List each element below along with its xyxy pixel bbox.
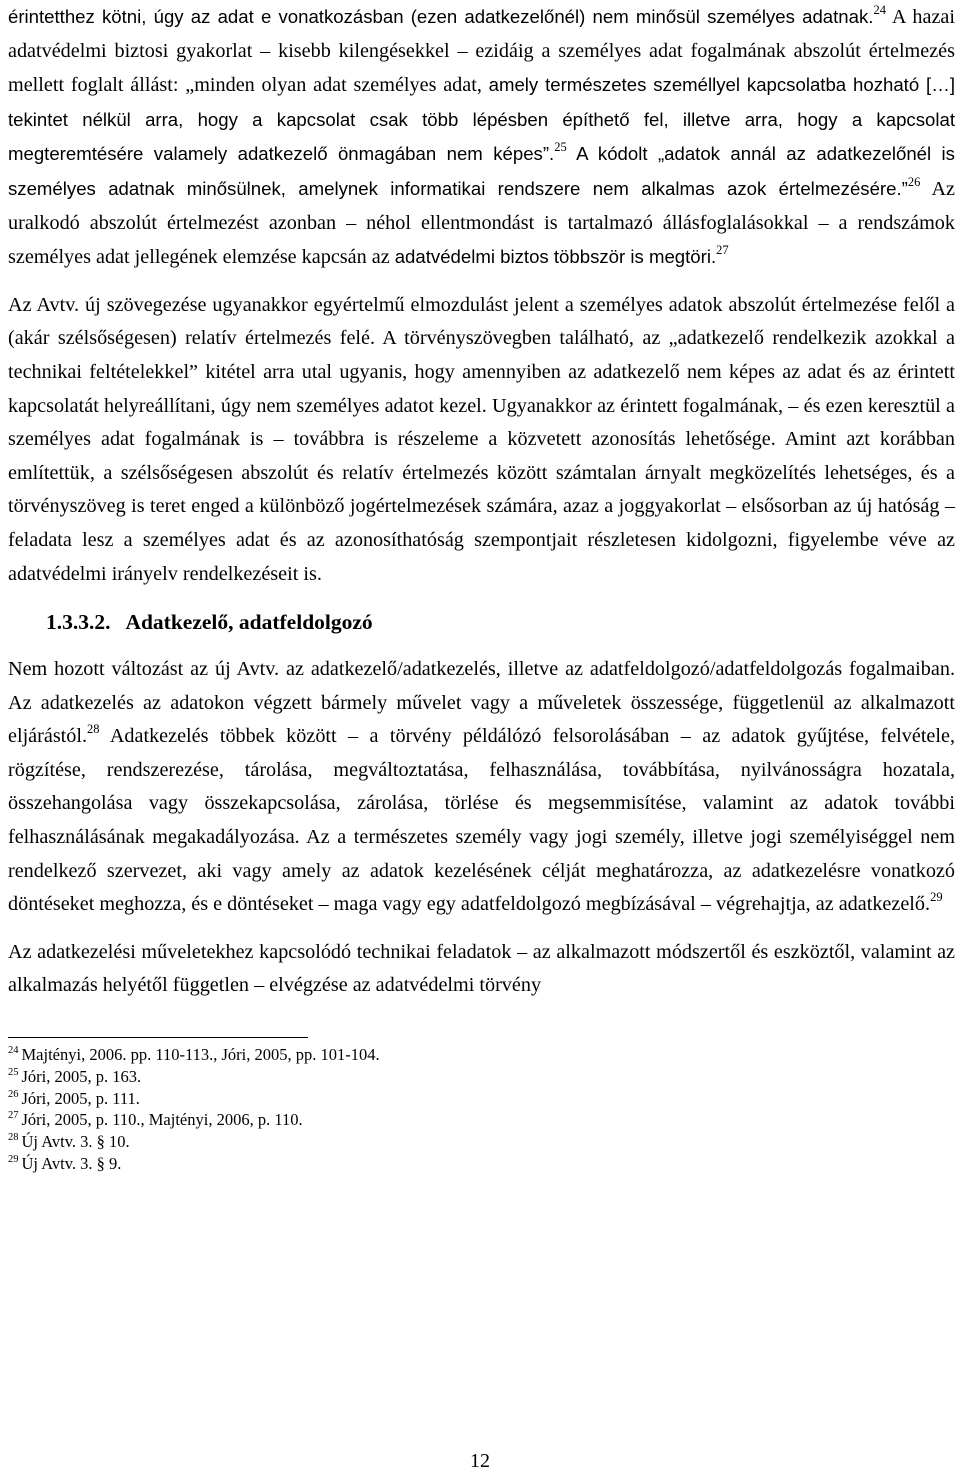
text-run: Az uralkodó abszolút értelmezést azonban – néhol ellentmondást is tartalmazó állásfoglalásokkal – a rendszámok személyes adat jellegének elemzése kapcsán az (8, 177, 955, 269)
footnotes (8, 1044, 955, 1175)
section-number: 1.3.3.2. (46, 610, 111, 635)
text-run: Az Avtv. új szövegezése ugyanakkor egyértelmű elmozdulást jelent a személyes adatok abszolút értelmezése felől a (akár szélsőségesen) relatív értelmezés felé. A törvényszövegben található, az „adatkezelő rendelkezik azokkal a technikai feltételekkel” kitétel arra utal ugyanis, hogy amennyiben az adatkezelő nem képes az adat és az érintett kapcsolatát helyreállítani, úgy nem személyes adatot kezel. Ugyanakkor az érintett fogalmának, – és ezen keresztül a személyes adat fogalmának is – továbbra is részeleme a közvetett azonosítás lehetősége. Amint azt korábban említettük, a szélsőségesen abszolút és relatív értelmezés között számtalan árnyalt megközelítés lehetséges, és a törvényszöveg is teret enged a különböző jogértelmezések számára, azaz a joggyakorlat – elsősorban az új hatóság – feladata lesz a személyes adat és az azonosíthatóság szempontjait részletesen kidolgozni, figyelembe véve az adatvédelmi irányelv rendelkezéseit is. (8, 293, 955, 585)
footnote (8, 1109, 955, 1131)
footnote (8, 1153, 955, 1175)
body-text-top (8, 0, 955, 591)
page-number: 12 (470, 1450, 490, 1472)
footnote-text: Jóri, 2005, p. 163. (21, 1066, 142, 1086)
text-run: adatvédelmi biztos többször is megtöri. (394, 246, 717, 268)
body-text-bottom (8, 653, 955, 1003)
footnote-reference: 24 (873, 3, 886, 17)
footnote-text: Új Avtv. 3. § 9. (21, 1154, 122, 1174)
section-title: Adatkezelő, adatfeldolgozó (125, 610, 373, 635)
document-page (8, 0, 955, 1175)
text-run: amely természetes személlyel kapcsolatba hozható […] tekintet nélkül arra, hogy a kapcsolat csak több lépésben építhető fel, illetve arra, hogy a kapcsolat megteremtésére valamely adatkezelő önmagában nem képes”. (8, 74, 955, 165)
footnote-number: 24 (8, 1045, 19, 1057)
footnote-separator (8, 1037, 308, 1038)
footnote-text: Új Avtv. 3. § 10. (21, 1132, 130, 1152)
footnote-text: Majtényi, 2006. pp. 110-113., Jóri, 2005, pp. 101-104. (21, 1045, 380, 1065)
footnote-reference: 27 (716, 243, 729, 258)
footnote-number: 27 (8, 1110, 19, 1122)
footnote-reference: 29 (930, 890, 943, 905)
footnote-reference: 25 (554, 140, 567, 155)
footnote (8, 1088, 955, 1110)
text-run: érintetthez kötni, úgy az adat e vonatkozásban (ezen adatkezelőnél) nem minősül személyes adatnak. (8, 6, 874, 27)
paragraph (8, 0, 955, 275)
footnote (8, 1131, 955, 1153)
footnote-text: Jóri, 2005, p. 110., Majtényi, 2006, p. 110. (21, 1110, 303, 1130)
paragraph (8, 289, 955, 591)
footnote-reference: 28 (87, 722, 100, 737)
text-run: Nem hozott változást az új Avtv. az adatkezelő/adatkezelés, illetve az adatfeldolgozó/adatfeldolgozás fogalmaiban. Az adatkezelés az adatokon végzett bármely művelet vagy a műveletek összessége, függetlenül az alkalmazott eljárástól. (8, 658, 955, 748)
section-heading (8, 605, 955, 639)
footnote (8, 1066, 955, 1088)
text-run: Adatkezelés többek között – a törvény példálózó felsorolásában – az adatok gyűjtése, felvétele, rögzítése, rendszerezése, tárolása, megváltoztatása, felhasználása, továbbítása, nyilvánosságra hozatala, összehangolása vagy összekapcsolása, zárolása, törlése és megsemmisítése, valamint az adatok további felhasználásának megakadályozása. Az a természetes személy vagy jogi személy, illetve jogi személyiséggel nem rendelkező szervezet, aki vagy amely az adatok kezelésének célját meghatározza, az adatkezelésre vonatkozó döntéseket meghozza, és e döntéseket – maga vagy egy adatfeldolgozó megbízásával – végrehajtja, az adatkezelő. (8, 725, 955, 916)
footnote-reference: 26 (907, 174, 921, 189)
footnote-number: 28 (8, 1132, 19, 1144)
text-run: Az adatkezelési műveletekhez kapcsolódó technikai feladatok – az alkalmazott módszertől és eszköztől, valamint az alkalmazás helyétől független – elvégzése az adatvédelmi törvény (8, 940, 955, 997)
paragraph (8, 936, 955, 1003)
footnote-number: 26 (8, 1088, 19, 1100)
footnote-number: 25 (8, 1066, 19, 1078)
footnote (8, 1044, 955, 1066)
text-run: A kódolt „adatok annál az adatkezelőnél is személyes adatnak minősülnek, amelynek informatikai rendszere nem alkalmas azok értelmezésére.” (8, 143, 955, 199)
paragraph (8, 653, 955, 922)
text-run: A hazai adatvédelmi biztosi gyakorlat – kisebb kilengésekkel – ezidáig a személyes adat fogalmának abszolút értelmezés mellett foglalt állást: „minden olyan adat személyes adat, (8, 6, 955, 97)
footnote-number: 29 (8, 1154, 19, 1166)
footnote-text: Jóri, 2005, p. 111. (21, 1088, 140, 1108)
